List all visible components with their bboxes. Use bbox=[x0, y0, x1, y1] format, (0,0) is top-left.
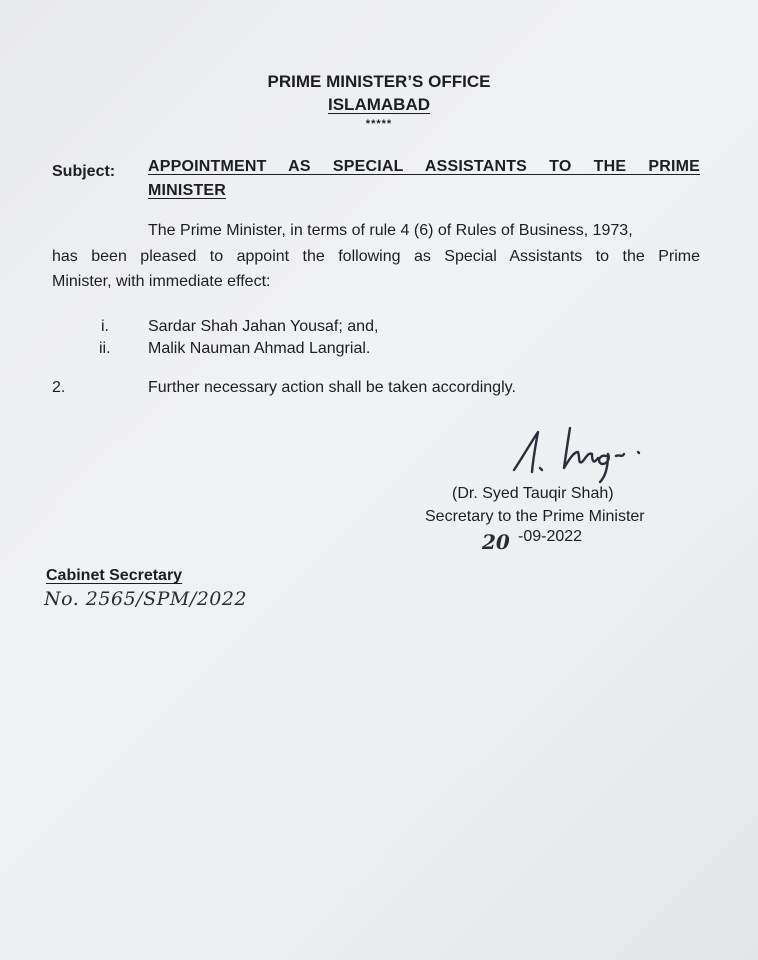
list-item: Sardar Shah Jahan Yousaf; and, bbox=[148, 318, 379, 335]
subject-line-2: MINISTER bbox=[148, 182, 227, 199]
recipient-text: Cabinet Secretary bbox=[46, 567, 183, 584]
date-handwritten: 20 bbox=[482, 530, 510, 554]
paragraph-2-text: Further necessary action shall be taken accordingly. bbox=[148, 379, 516, 396]
reference-number-handwritten: No. 2565/SPM/2022 bbox=[44, 588, 248, 610]
paragraph-1-line-3: Minister, with immediate effect: bbox=[52, 273, 271, 290]
subject-line-1: APPOINTMENT AS SPECIAL ASSISTANTS TO THE PRIME bbox=[148, 158, 700, 175]
paragraph-2-number: 2. bbox=[52, 379, 66, 396]
subject-label: Subject: bbox=[52, 163, 116, 180]
list-number: i. bbox=[101, 318, 109, 335]
date-printed: -09-2022 bbox=[518, 528, 583, 545]
paragraph-1-line-2: has been pleased to appoint the following as Special Assistants to the Prime bbox=[52, 248, 700, 265]
list-item: Malik Nauman Ahmad Langrial. bbox=[148, 340, 371, 357]
stars-divider: ***** bbox=[365, 118, 393, 130]
signatory-name: (Dr. Syed Tauqir Shah) bbox=[452, 485, 614, 502]
paragraph-1-line-1: The Prime Minister, in terms of rule 4 (6) of Rules of Business, 1973, bbox=[148, 222, 633, 239]
signatory-title: Secretary to the Prime Minister bbox=[425, 508, 645, 525]
city-heading bbox=[0, 95, 758, 115]
office-heading: PRIME MINISTER’S OFFICE bbox=[267, 72, 491, 91]
city-text: ISLAMABAD bbox=[328, 95, 430, 114]
list-number: ii. bbox=[99, 340, 111, 357]
handwritten-signature bbox=[500, 418, 660, 488]
recipient-label bbox=[46, 567, 182, 585]
